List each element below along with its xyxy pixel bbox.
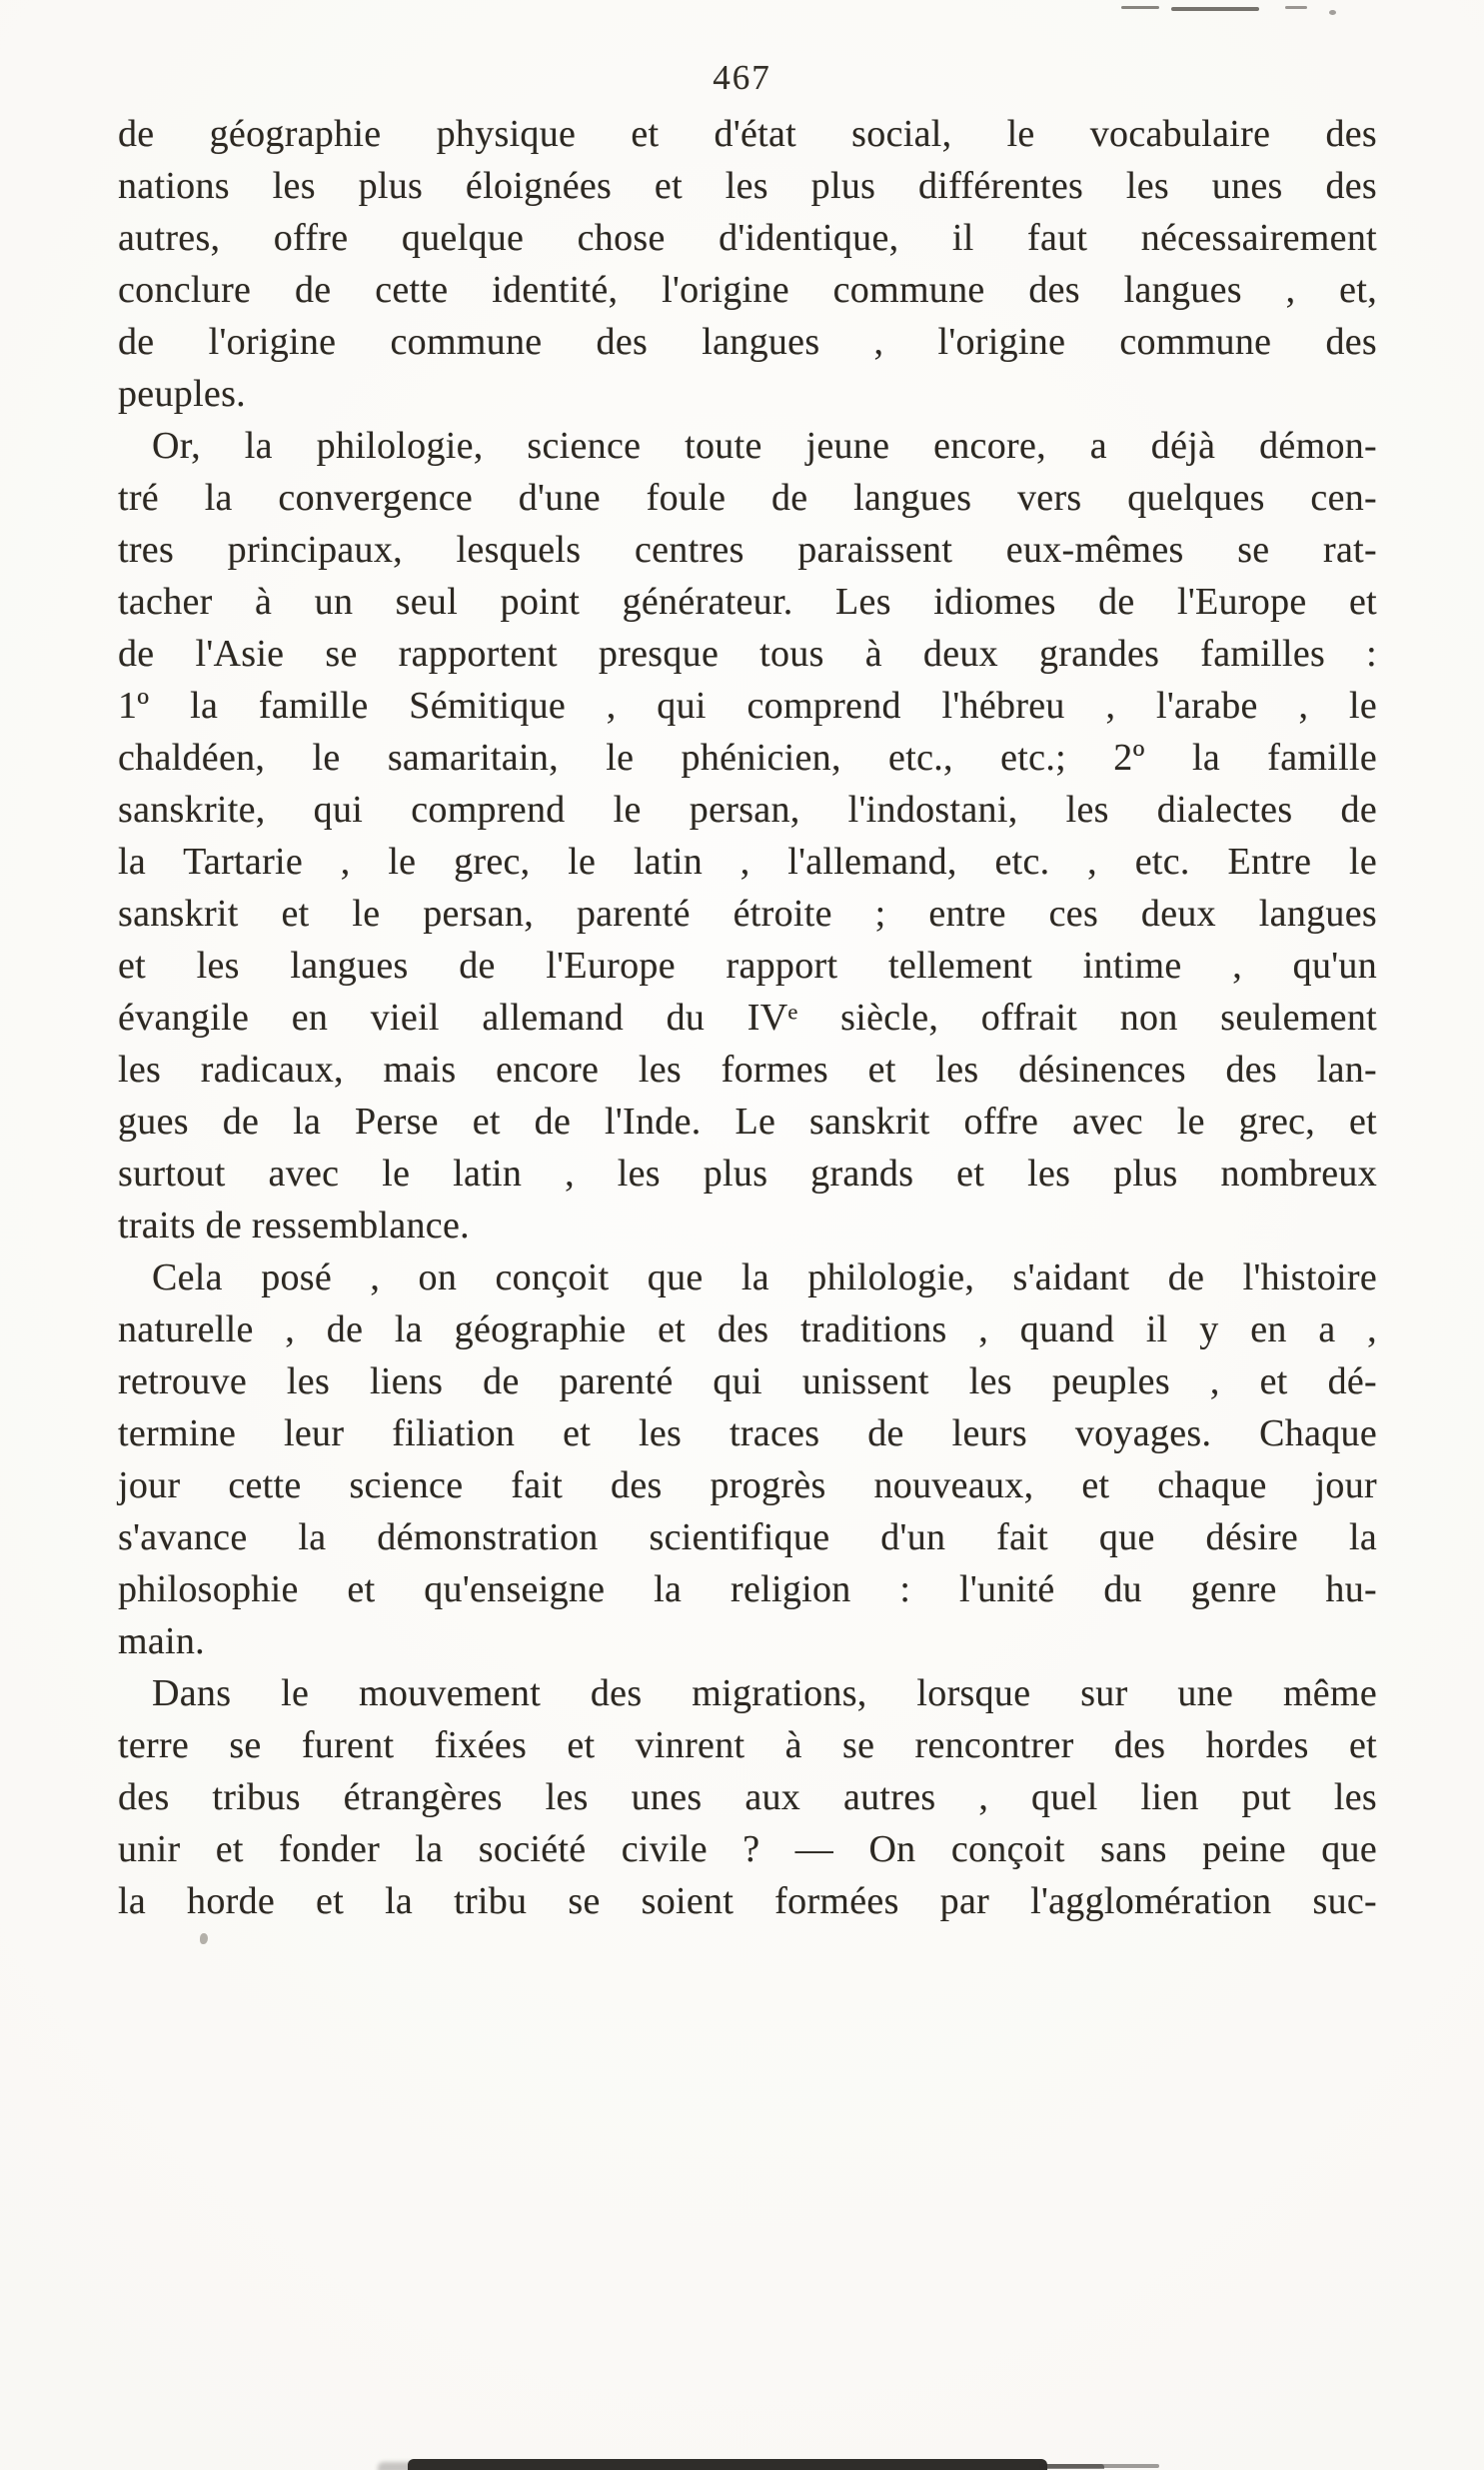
text-line: Cela posé , on conçoit que la philologie, s'aidant de l'histoire (152, 1256, 1377, 1298)
text-line: terre se furent fixées et vinrent à se rencontrer des hordes et (118, 1724, 1377, 1766)
text-line: naturelle , de la géographie et des traditions , quand il y en a , (118, 1308, 1377, 1350)
text-line: tres principaux, lesquels centres paraissent eux-mêmes se rat- (118, 529, 1377, 571)
scan-artifact-mark (1121, 6, 1159, 9)
text-line: 1º la famille Sémitique , qui comprend l'hébreu , l'arabe , le (118, 685, 1377, 727)
text-line: de l'Asie se rapportent presque tous à deux grandes familles : (118, 633, 1377, 675)
scan-artifact-mark (1285, 6, 1307, 9)
text-line: autres, offre quelque chose d'identique, il faut nécessairement (118, 217, 1377, 259)
text-line: gues de la Perse et de l'Inde. Le sanskrit offre avec le grec, et (118, 1101, 1377, 1143)
text-line: jour cette science fait des progrès nouveaux, et chaque jour (118, 1464, 1377, 1506)
text-line: nations les plus éloignées et les plus différentes les unes des (118, 165, 1377, 207)
text-line: et les langues de l'Europe rapport tellement intime , qu'un (118, 945, 1377, 987)
text-line: main. (118, 1620, 205, 1662)
scan-speck (200, 1933, 208, 1944)
text-line: Dans le mouvement des migrations, lorsque sur une même (152, 1672, 1377, 1714)
text-line: tacher à un seul point générateur. Les idiomes de l'Europe et (118, 581, 1377, 623)
text-line: sanskrit et le persan, parenté étroite ; entre ces deux langues (118, 893, 1377, 935)
text-line: évangile en vieil allemand du IVᵉ siècle, offrait non seulement (118, 997, 1377, 1039)
text-line: conclure de cette identité, l'origine commune des langues , et, (118, 269, 1377, 311)
text-line: de l'origine commune des langues , l'origine commune des (118, 321, 1377, 363)
text-line: de géographie physique et d'état social, le vocabulaire des (118, 113, 1377, 155)
text-line: chaldéen, le samaritain, le phénicien, etc., etc.; 2º la famille (118, 737, 1377, 779)
scan-artifact-bottom-edge-thin (1039, 2464, 1159, 2468)
page-number: 467 (713, 58, 771, 97)
scan-artifact-mark (1171, 7, 1259, 11)
text-line: unir et fonder la société civile ? — On conçoit sans peine que (118, 1828, 1377, 1870)
text-line: la horde et la tribu se soient formées par l'agglomération suc- (118, 1880, 1377, 1922)
text-line: sanskrite, qui comprend le persan, l'indostani, les dialectes de (118, 789, 1377, 831)
text-line: des tribus étrangères les unes aux autres , quel lien put les (118, 1776, 1377, 1818)
text-line: Or, la philologie, science toute jeune encore, a déjà démon- (152, 425, 1377, 467)
text-line: termine leur filiation et les traces de leurs voyages. Chaque (118, 1412, 1377, 1454)
text-block (118, 108, 1377, 1927)
text-line: la Tartarie , le grec, le latin , l'allemand, etc. , etc. Entre le (118, 841, 1377, 883)
text-line: tré la convergence d'une foule de langues vers quelques cen- (118, 477, 1377, 519)
text-line: peuples. (118, 373, 246, 415)
text-line: les radicaux, mais encore les formes et les désinences des lan- (118, 1049, 1377, 1091)
scan-artifact-mark (1329, 10, 1336, 15)
scan-artifact-bottom-edge (408, 2459, 1047, 2470)
text-line: retrouve les liens de parenté qui unissent les peuples , et dé- (118, 1360, 1377, 1402)
text-line: traits de ressemblance. (118, 1205, 470, 1246)
text-line: s'avance la démonstration scientifique d'un fait que désire la (118, 1516, 1377, 1558)
text-line: philosophie et qu'enseigne la religion : l'unité du genre hu- (118, 1568, 1377, 1610)
text-line: surtout avec le latin , les plus grands et les plus nombreux (118, 1153, 1377, 1195)
